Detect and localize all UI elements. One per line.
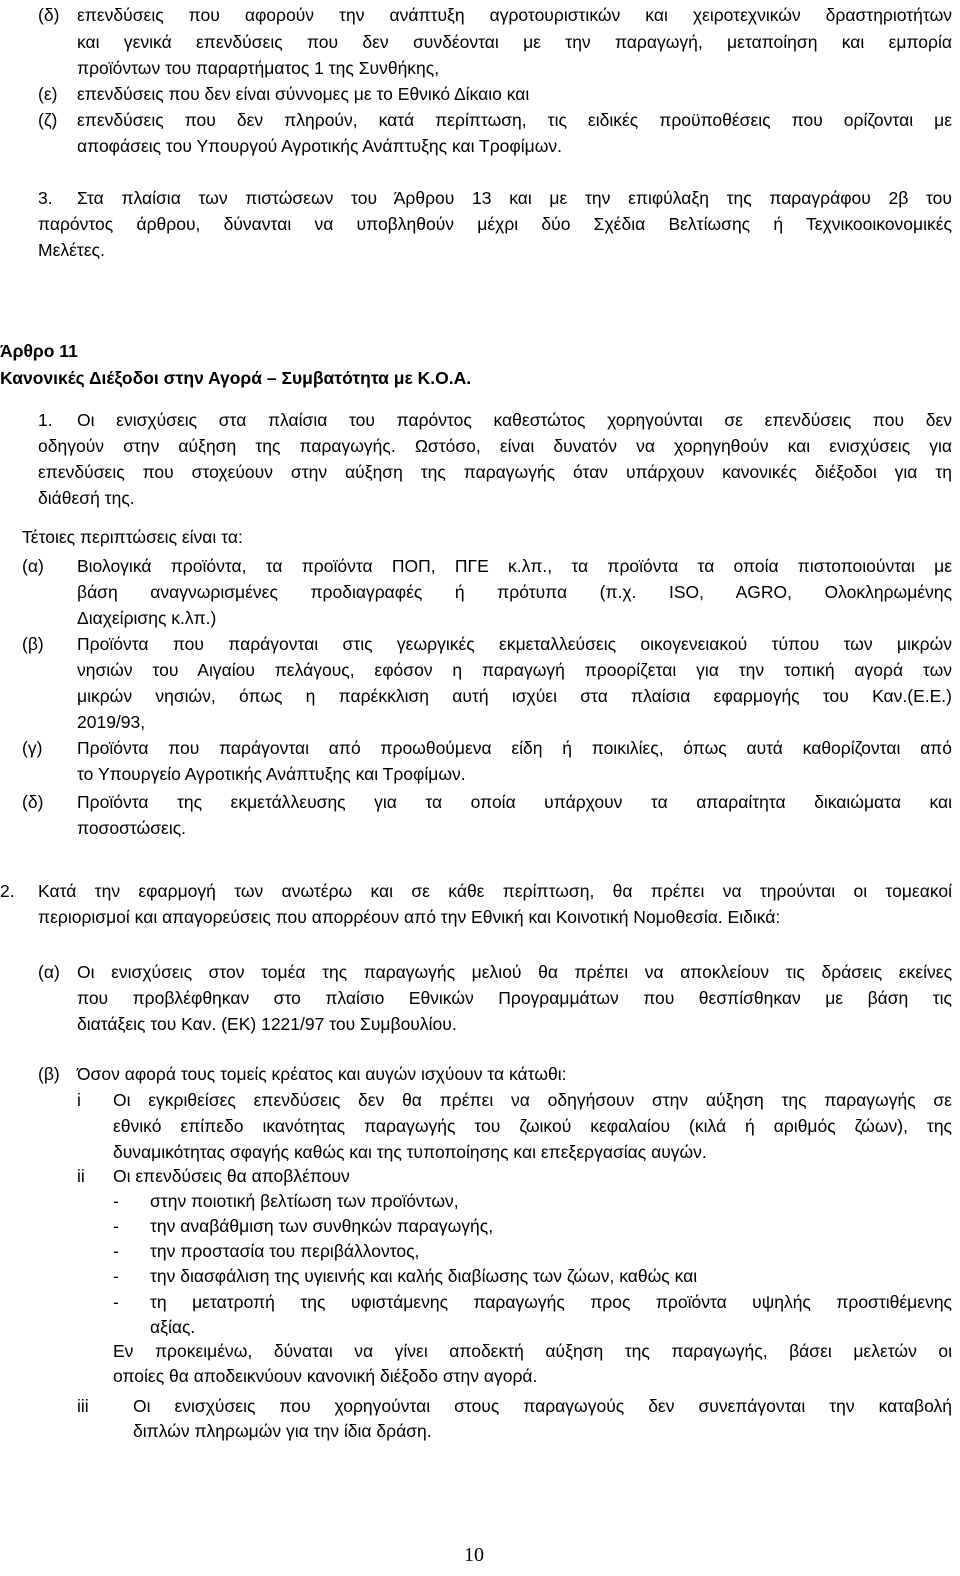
paragraph-number: 1. bbox=[38, 410, 53, 430]
text-line: και γενικά επενδύσεις που δεν συνδέονται με την παραγωγή, μεταποίηση και εμπορία bbox=[77, 32, 952, 52]
text-line: Οι ενισχύσεις στα πλαίσια του παρόντος καθεστώτος χορηγούνται σε επενδύσεις που δεν bbox=[77, 410, 952, 430]
paragraph-number: 3. bbox=[38, 188, 53, 208]
text-line: Διαχείρισης κ.λπ.) bbox=[77, 608, 217, 628]
dash-bullet: - bbox=[113, 1266, 119, 1286]
text-line: Μελέτες. bbox=[38, 240, 105, 260]
dash-bullet: - bbox=[113, 1216, 119, 1236]
paragraph-number: 2. bbox=[0, 881, 15, 901]
text-line: προϊόντων του παραρτήματος 1 της Συνθήκης, bbox=[77, 58, 440, 78]
text-line: διατάξεις του Καν. (ΕΚ) 1221/97 του Συμβουλίου. bbox=[77, 1014, 457, 1034]
text-line: Προϊόντα που παράγονται από προωθούμενα είδη ή ποικιλίες, όπως αυτά καθορίζονται από bbox=[77, 738, 952, 758]
item-label: ii bbox=[77, 1166, 85, 1186]
article-subheading: Κανονικές Διέξοδοι στην Αγορά – Συμβατότητα με Κ.Ο.Α. bbox=[0, 368, 472, 388]
item-label: i bbox=[77, 1090, 81, 1110]
text-line: Όσον αφορά τους τομείς κρέατος και αυγών ισχύουν τα κάτωθι: bbox=[77, 1064, 567, 1084]
text-line: διάθεσή της. bbox=[38, 488, 135, 508]
text-line: το Υπουργείο Αγροτικής Ανάπτυξης και Τροφίμων. bbox=[77, 764, 466, 784]
text-line: που προβλέφθηκαν στο πλαίσιο Εθνικών Προγραμμάτων που θεσπίσθηκαν με βάση τις bbox=[77, 988, 952, 1008]
item-label: (γ) bbox=[22, 738, 43, 758]
text-line: εθνικό επίπεδο ικανότητας παραγωγής του ζωικού κεφαλαίου (κιλά ή αριθμός ζώων), της bbox=[113, 1116, 952, 1136]
text-line: αξίας. bbox=[150, 1317, 196, 1337]
text-line: την αναβάθμιση των συνθηκών παραγωγής, bbox=[150, 1216, 494, 1236]
item-label: (ζ) bbox=[38, 110, 58, 130]
text-line: επενδύσεις που στοχεύουν στην αύξηση της παραγωγής όταν υπάρχουν κανονικές διέξοδοι για τη bbox=[38, 462, 952, 482]
text-line: Προϊόντα της εκμετάλλευσης για τα οποία υπάρχουν τα απαραίτητα δικαιώματα και bbox=[77, 792, 952, 812]
text-line: ποσοστώσεις. bbox=[77, 818, 187, 838]
item-label: (β) bbox=[38, 1064, 60, 1084]
text-line: Προϊόντα που παράγονται στις γεωργικές εκμεταλλεύσεις οικογενειακού τύπου των μικρών bbox=[77, 634, 952, 654]
text-line: στην ποιοτική βελτίωση των προϊόντων, bbox=[150, 1191, 459, 1211]
dash-bullet: - bbox=[113, 1191, 119, 1211]
text-line: βάση αναγνωρισμένες προδιαγραφές ή πρότυπα (π.χ. ISO, AGRO, Ολοκληρωμένης bbox=[77, 582, 952, 602]
text-line: 2019/93, bbox=[77, 712, 146, 732]
text-line: οδηγούν στην αύξηση της παραγωγής. Ωστόσο, είναι δυνατόν να χορηγηθούν και ενισχύσεις για bbox=[38, 436, 952, 456]
text-line: επενδύσεις που δεν πληρούν, κατά περίπτωση, τις ειδικές προϋποθέσεις που ορίζονται με bbox=[77, 110, 952, 130]
text-line: τη μετατροπή της υφιστάμενης παραγωγής προς προϊόντα υψηλής προστιθέμενης bbox=[150, 1292, 952, 1312]
text-line: Οι ενισχύσεις στον τομέα της παραγωγής μελιού θα πρέπει να αποκλείουν τις δράσεις εκείνες bbox=[77, 962, 952, 982]
item-label: (δ) bbox=[22, 792, 44, 812]
cases-intro: Τέτοιες περιπτώσεις είναι τα: bbox=[22, 527, 243, 547]
text-line: μικρών νησιών, όπως η παρέκκλιση αυτή ισχύει στα πλαίσια εφαρμογής του Καν.(Ε.Ε.) bbox=[77, 686, 952, 706]
text-line: οποίες θα αποδεικνύουν κανονική διέξοδο στην αγορά. bbox=[113, 1366, 538, 1386]
item-label: (δ) bbox=[38, 5, 60, 25]
item-label: (β) bbox=[22, 634, 44, 654]
text-line: Οι επενδύσεις θα αποβλέπουν bbox=[113, 1166, 350, 1186]
text-line: επενδύσεις που αφορούν την ανάπτυξη αγροτουριστικών και χειροτεχνικών δραστηριοτήτων bbox=[77, 5, 952, 25]
item-label: (ε) bbox=[38, 84, 58, 104]
text-line: Οι εγκριθείσες επενδύσεις δεν θα πρέπει να οδηγήσουν στην αύξηση της παραγωγής σε bbox=[113, 1090, 952, 1110]
text-line: την προστασία του περιβάλλοντος, bbox=[150, 1241, 420, 1261]
text-line: δυναμικότητας σφαγής καθώς και της τυποποίησης και επεξεργασίας αυγών. bbox=[113, 1142, 707, 1162]
text-line: Εν προκειμένω, δύναται να γίνει αποδεκτή αύξηση της παραγωγής, βάσει μελετών οι bbox=[113, 1341, 952, 1361]
text-line: περιορισμοί και απαγορεύσεις που απορρέουν από την Εθνική και Κοινοτική Νομοθεσία. Ειδικά: bbox=[38, 907, 781, 927]
text-line: παρόντος άρθρου, δύνανται να υποβληθούν μέχρι δύο Σχέδια Βελτίωσης ή Τεχνικοοικονομικές bbox=[38, 214, 952, 234]
dash-bullet: - bbox=[113, 1241, 119, 1261]
dash-bullet: - bbox=[113, 1292, 119, 1312]
text-line: Οι ενισχύσεις που χορηγούνται στους παραγωγούς δεν συνεπάγονται την καταβολή bbox=[133, 1396, 952, 1416]
text-line: Κατά την εφαρμογή των ανωτέρω και σε κάθε περίπτωση, θα πρέπει να τηρούνται οι τομεακοί bbox=[38, 881, 952, 901]
text-line: επενδύσεις που δεν είναι σύννομες με το Εθνικό Δίκαιο και bbox=[77, 84, 530, 104]
text-line: Στα πλαίσια των πιστώσεων του Άρθρου 13 και με την επιφύλαξη της παραγράφου 2β του bbox=[77, 188, 952, 208]
item-label: iii bbox=[77, 1396, 89, 1416]
text-line: νησιών του Αιγαίου πελάγους, εφόσον η παραγωγή προορίζεται για την τοπική αγορά των bbox=[77, 660, 952, 680]
article-heading: Άρθρο 11 bbox=[0, 341, 78, 361]
page-number: 10 bbox=[464, 1544, 484, 1566]
text-line: Βιολογικά προϊόντα, τα προϊόντα ΠΟΠ, ΠΓΕ κ.λπ., τα προϊόντα τα οποία πιστοποιούνται με bbox=[77, 556, 952, 576]
item-label: (α) bbox=[22, 556, 44, 576]
text-line: αποφάσεις του Υπουργού Αγροτικής Ανάπτυξης και Τροφίμων. bbox=[77, 136, 563, 156]
text-line: διπλών πληρωμών για την ίδια δράση. bbox=[133, 1421, 432, 1441]
item-label: (α) bbox=[38, 962, 60, 982]
text-line: την διασφάλιση της υγιεινής και καλής διαβίωσης των ζώων, καθώς και bbox=[150, 1266, 698, 1286]
